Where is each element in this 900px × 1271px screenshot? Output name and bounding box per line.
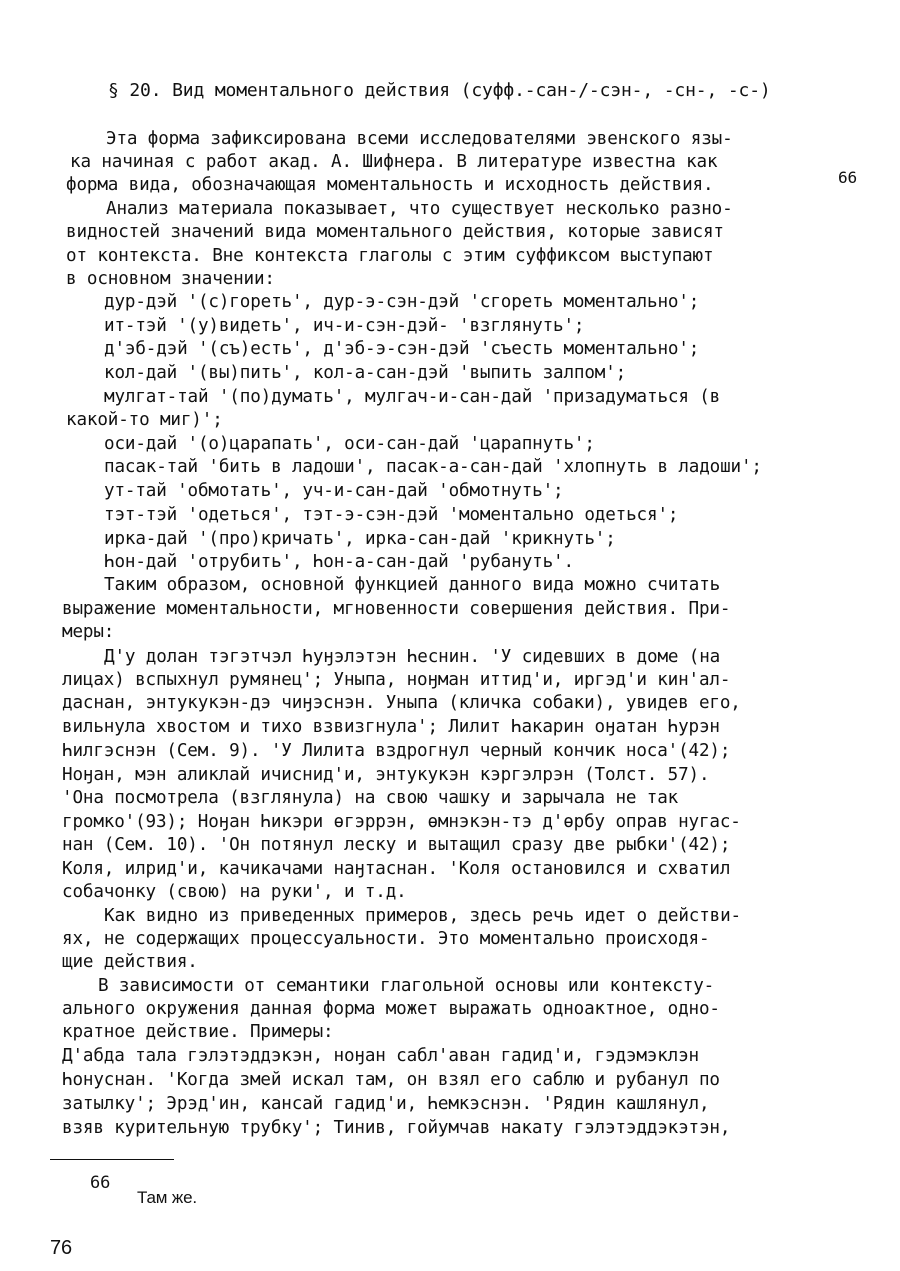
text-line: кол-дай '(вы)пить', кол-а-сан-дэй 'выпить залпом';	[104, 363, 627, 383]
text-line: д'эб-дэй '(съ)есть', д'эб-э-сэн-дэй 'съесть моментально';	[104, 339, 700, 359]
text-line: форма вида, обозначающая моментальность и исходность действия.	[66, 175, 714, 195]
text-line: ка начиная с работ акад. А. Шифнера. В литературе известна как	[70, 152, 718, 172]
text-line: меры:	[62, 622, 115, 642]
text-line: от контекста. Вне контекста глаголы с этим суффиксом выступают	[66, 246, 714, 266]
text-line: видностей значений вида моментального действия, которые зависят	[66, 222, 724, 242]
text-line: ит-тэй '(у)видеть', ич-и-сэн-дэй- 'взглянуть';	[104, 316, 585, 336]
footnote-number: 66	[90, 1173, 111, 1193]
footnote-divider	[50, 1159, 174, 1160]
section-heading: § 20. Вид моментального действия (суфф.-сан-/-сэн-, -сн-, -с-)	[108, 80, 771, 101]
text-line: громко'(93); Ноӈан Һикэри өгэррэн, өмнэкэн-тэ д'өрбу оправ нугас-	[62, 812, 741, 832]
text-line: дур-дэй '(с)гореть', дур-э-сэн-дэй 'сгореть моментально';	[104, 292, 700, 312]
text-line: пасак-тай 'бить в ладоши', пасак-а-сан-дай 'хлопнуть в ладоши';	[104, 457, 762, 477]
text-line: затылку'; Эрэд'ин, кансай гадид'и, Һемкэснэн. 'Рядин кашлянул,	[62, 1094, 710, 1114]
text-line: собачонку (свою) на руки', и т.д.	[62, 882, 407, 902]
text-line: мулгат-тай '(по)думать', мулгач-и-сан-дай 'призадуматься (в	[104, 387, 721, 407]
text-line: кратное действие. Примеры:	[62, 1022, 334, 1042]
text-line: Һилгэснэн (Сем. 9). 'У Лилита вздрогнул черный кончик носа'(42);	[62, 741, 731, 761]
text-line: Д'абда тала гэлэтэддэкэн, ноӈан сабл'аван гадид'и, гэдэмэклэн	[62, 1046, 699, 1066]
text-line: Коля, илрид'и, качикачами наӈтаснан. 'Коля остановился и схватил	[62, 859, 731, 879]
text-line: 'Она посмотрела (взглянула) на свою чашку и зарычала не так	[62, 788, 679, 808]
text-line: Һонуснан. 'Когда змей искал там, он взял его саблю и рубанул по	[62, 1070, 720, 1090]
text-line: ях, не содержащих процессуальности. Это моментально происходя-	[62, 929, 710, 949]
text-line: нан (Сем. 10). 'Он потянул леску и вытащил сразу две рыбки'(42);	[62, 835, 731, 855]
text-line: даснан, энтукукэн-дэ чиӈэснэн. Уныпа (кличка собаки), увидев его,	[62, 693, 741, 713]
text-line: щие действия.	[62, 952, 198, 972]
text-line: вильнула хвостом и тихо взвизгнула'; Лилит Һакарин оӈатан Һурэн	[62, 717, 720, 737]
text-line: Ноӈан, мэн аликлай ичиснид'и, энтукукэн кэргэлрэн (Толст. 57).	[62, 765, 710, 785]
text-line: какой-то миг)';	[66, 410, 223, 430]
text-line: тэт-тэй 'одеться', тэт-э-сэн-дэй 'моментально одеться';	[104, 505, 679, 525]
footnote-reference: 66	[838, 168, 857, 187]
text-line: оси-дай '(о)царапать', оси-сан-дай 'царапнуть';	[104, 434, 595, 454]
footnote-text: Там же.	[137, 1188, 197, 1207]
text-line: Д'у долан тэгэтчэл Һуӈэлэтэн Һеснин. 'У сидевших в доме (на	[104, 647, 721, 667]
text-line: ут-тай 'обмотать', уч-и-сан-дай 'обмотнуть';	[104, 481, 564, 501]
text-line: лицах) вспыхнул румянец'; Уныпа, ноӈман иттид'и, иргэд'и кин'ал-	[62, 670, 731, 690]
text-line: выражение моментальности, мгновенности совершения действия. При-	[62, 599, 731, 619]
text-line: Как видно из приведенных примеров, здесь речь идет о действи-	[104, 906, 741, 926]
text-line: в основном значении:	[66, 269, 275, 289]
text-line: взяв курительную трубку'; Тинив, гойумчав накату гэлэтэддэкэтэн,	[62, 1118, 731, 1138]
text-line: ального окружения данная форма может выражать одноактное, одно-	[62, 999, 720, 1019]
text-line: ирка-дай '(про)кричать', ирка-сан-дай 'крикнуть';	[104, 529, 616, 549]
text-line: Анализ материала показывает, что существует несколько разно-	[106, 199, 733, 219]
text-line: Эта форма зафиксирована всеми исследователями эвенского язы-	[106, 129, 733, 149]
page-number: 76	[50, 1237, 72, 1259]
text-line: Таким образом, основной функцией данного вида можно считать	[104, 575, 721, 595]
text-line: В зависимости от семантики глагольной основы или контексту-	[98, 976, 715, 996]
text-line: Һон-дай 'отрубить', Һон-а-сан-дай 'рубануть'.	[104, 552, 574, 572]
